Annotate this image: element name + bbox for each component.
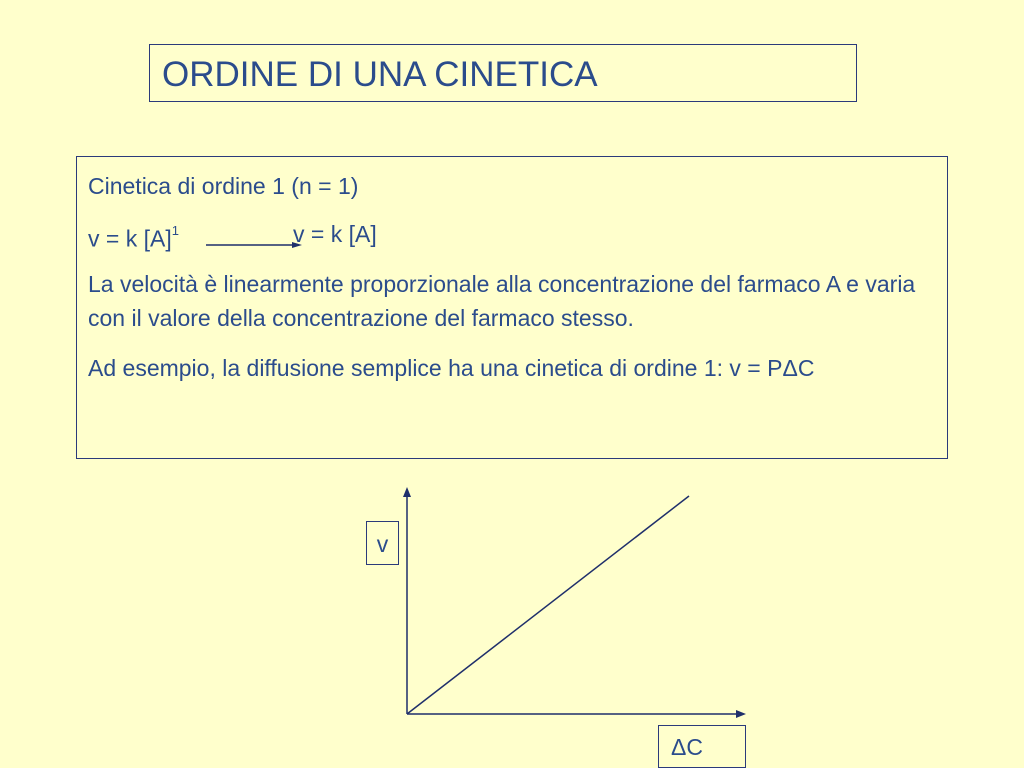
example-paragraph: Ad esempio, la diffusione semplice ha una cinetica di ordine 1: v = PΔC [88,355,815,381]
explanation-paragraph: La velocità è linearmente proporzionale alla concentrazione del farmaco A e varia con il valore della concentrazione del farmaco stesso. [88,271,916,331]
x-axis-arrowhead [736,710,746,718]
x-axis [407,710,746,718]
y-axis-label: v [366,521,399,565]
series-line-0 [407,496,689,714]
y-axis [403,487,411,714]
formula-left-text: v = k [A] [88,225,172,252]
order-heading: Cinetica di ordine 1 (n = 1) [88,173,359,199]
y-axis-arrowhead [403,487,411,497]
x-axis-label: ΔC [658,725,746,768]
slide-title: ORDINE DI UNA CINETICA [162,55,598,94]
formula-exponent: 1 [171,223,179,238]
formula-right: v = k [A] [293,221,377,247]
